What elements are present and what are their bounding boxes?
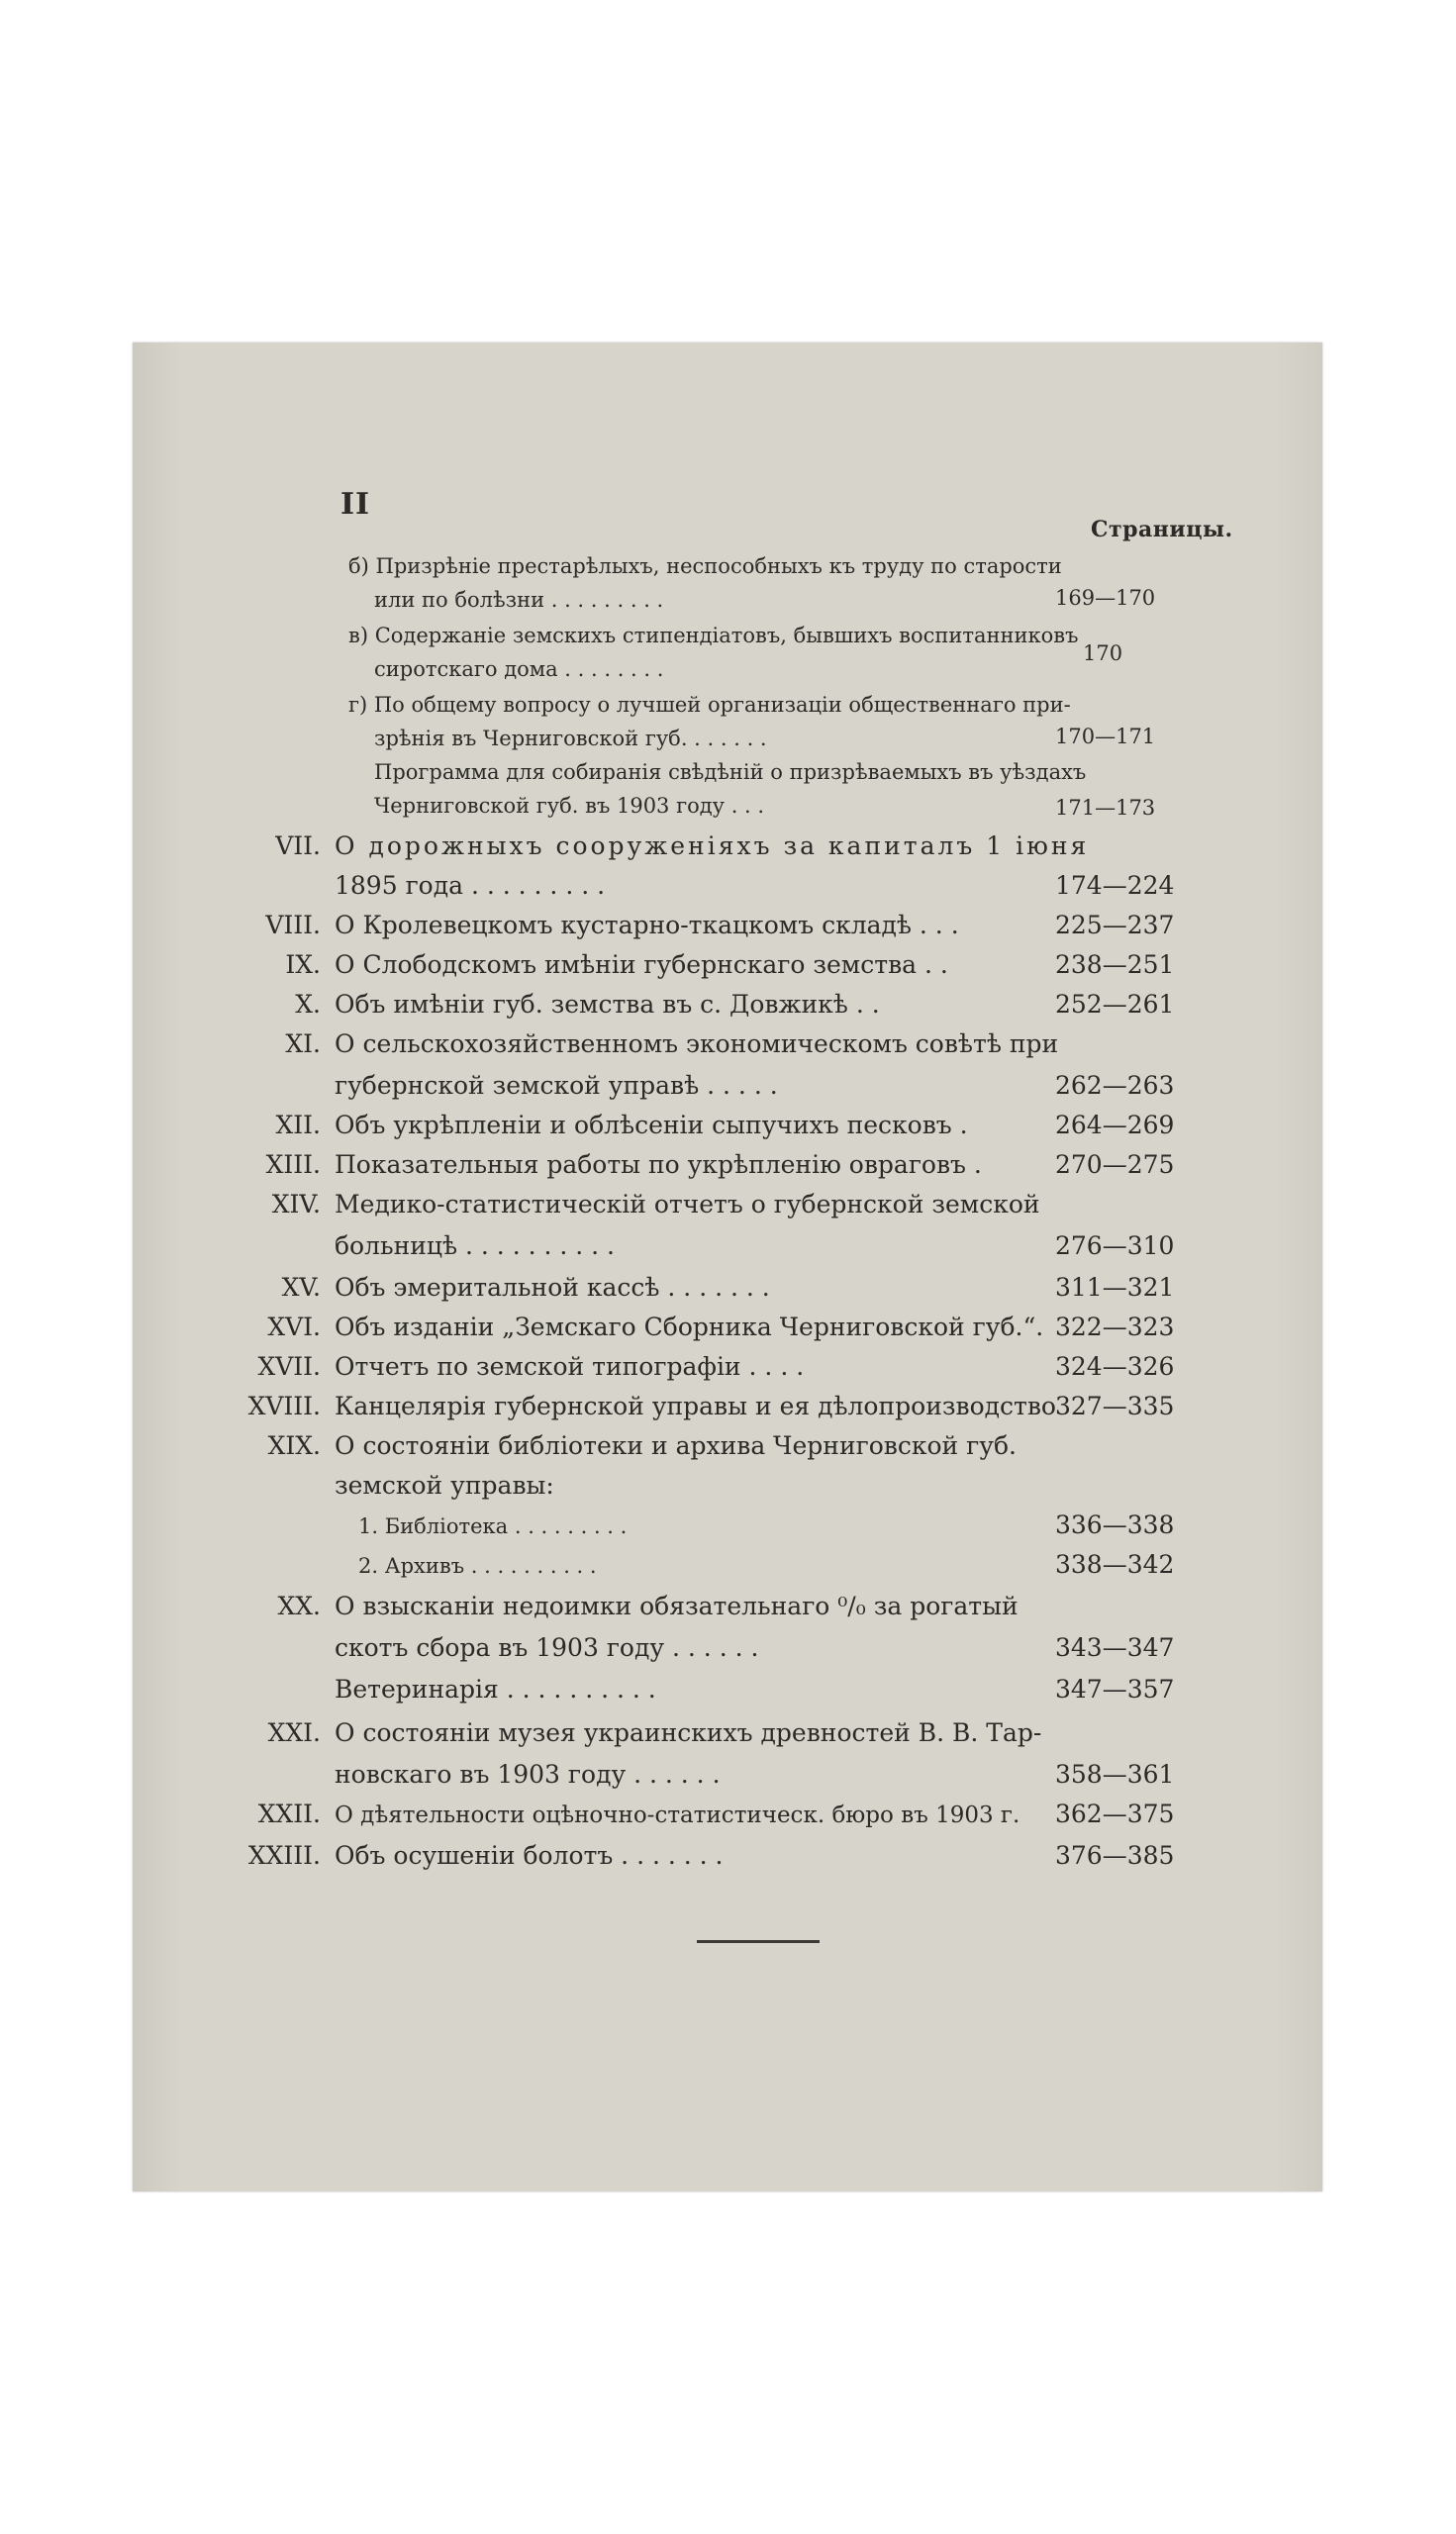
- toc-entry-vii-number: VII.: [275, 831, 321, 860]
- toc-entry-xix-line1: О состояніи библіотеки и архива Черниговской губ.: [335, 1431, 1017, 1460]
- toc-entry-program-pages: 171—173: [1055, 796, 1156, 820]
- toc-entry-xxi-line2: новскаго въ 1903 году . . . . . .: [335, 1760, 721, 1789]
- toc-entry-xiv-line1: Медико-статистическій отчетъ о губернской земской: [335, 1190, 1040, 1218]
- toc-entry-xviii-pages: 327—335: [1055, 1392, 1175, 1420]
- toc-entry-xiii-number: XIII.: [265, 1150, 321, 1179]
- toc-entry-xix-1-pages: 336—338: [1055, 1511, 1175, 1539]
- toc-entry-xi-number: XI.: [285, 1029, 321, 1058]
- toc-entry-x-text: Объ имѣніи губ. земства въ с. Довжикѣ . .: [335, 990, 880, 1019]
- toc-entry-vii-line2: 1895 года . . . . . . . . .: [335, 871, 606, 900]
- toc-entry-xxii-pages: 362—375: [1055, 1800, 1175, 1828]
- toc-entry-xii-number: XII.: [275, 1111, 321, 1139]
- toc-entry-xiv-line2: больницѣ . . . . . . . . . .: [335, 1231, 616, 1260]
- pages-column-header: Страницы.: [1091, 517, 1233, 542]
- toc-entry-xiii-text: Показательныя работы по укрѣпленію овраговъ .: [335, 1150, 982, 1179]
- toc-entry-xvi-number: XVI.: [267, 1313, 321, 1341]
- toc-entry-xxii-text: О дѣятельности оцѣночно-статистическ. бюро въ 1903 г.: [335, 1803, 1020, 1828]
- toc-entry-xxi: [222, 1718, 1041, 1747]
- end-rule: [697, 1940, 820, 1943]
- toc-entry-xv-text: Объ эмеритальной кассѣ . . . . . . .: [335, 1273, 770, 1302]
- toc-entry-b-line2: или по болѣзни . . . . . . . . .: [374, 588, 664, 612]
- toc-entry-xv: [222, 1273, 770, 1302]
- toc-entry-vet-pages: 347—357: [1055, 1675, 1175, 1704]
- toc-entry-g-pages: 170—171: [1055, 725, 1156, 748]
- toc-entry-v-line1: в) Содержаніе земскихъ стипендіатовъ, бывшихъ воспитанниковъ: [348, 624, 1079, 647]
- toc-entry-xxii-number: XXII.: [257, 1800, 321, 1828]
- toc-entry-xi-pages: 262—263: [1055, 1071, 1175, 1100]
- toc-entry-xv-number: XV.: [281, 1273, 321, 1302]
- toc-entry-xvi: [222, 1313, 1043, 1341]
- toc-entry-xviii-number: XVIII.: [247, 1392, 321, 1420]
- toc-entry-xxiii-text: Объ осушеніи болотъ . . . . . . .: [335, 1841, 724, 1870]
- toc-entry-xxii: [222, 1800, 1019, 1828]
- table-of-contents: [133, 342, 1322, 2192]
- toc-entry-xxi-pages: 358—361: [1055, 1760, 1175, 1789]
- toc-entry-xi-line1: О сельскохозяйственномъ экономическомъ совѣтѣ при: [335, 1029, 1059, 1058]
- toc-entry-xix: [222, 1431, 1017, 1460]
- page-sheet: [133, 342, 1322, 2192]
- toc-entry-b-pages: 169—170: [1055, 586, 1156, 610]
- toc-entry-xiii: [222, 1150, 982, 1179]
- toc-entry-xi: [222, 1029, 1058, 1058]
- toc-entry-viii-number: VIII.: [265, 911, 321, 939]
- toc-entry-xv-pages: 311—321: [1055, 1273, 1175, 1302]
- toc-entry-xvi-pages: 322—323: [1055, 1313, 1175, 1341]
- toc-entry-xvii-number: XVII.: [257, 1352, 321, 1381]
- toc-entry-xx-line2: скотъ сбора въ 1903 году . . . . . .: [335, 1633, 759, 1662]
- toc-entry-xiv-pages: 276—310: [1055, 1231, 1175, 1260]
- toc-entry-program-line2: Черниговской губ. въ 1903 году . . .: [374, 794, 765, 818]
- toc-entry-vet: Ветеринарія . . . . . . . . . .: [335, 1675, 656, 1704]
- toc-entry-g-line1: г) По общему вопросу о лучшей организаціи общественнаго при-: [348, 693, 1071, 717]
- toc-entry-xix-number: XIX.: [267, 1431, 321, 1460]
- toc-entry-program-line1: Программа для собиранія свѣдѣній о призрѣваемыхъ въ уѣздахъ: [374, 760, 1087, 784]
- toc-entry-xviii-text: Канцелярія губернской управы и ея дѣлопроизводство: [335, 1392, 1056, 1420]
- toc-entry-v-pages: 170: [1083, 641, 1123, 665]
- toc-entry-x-pages: 252—261: [1055, 990, 1175, 1019]
- toc-entry-xix-1: 1. Библіотека . . . . . . . . .: [358, 1514, 628, 1538]
- toc-entry-viii-pages: 225—237: [1055, 911, 1175, 939]
- toc-entry-viii: [222, 911, 959, 939]
- toc-entry-xvii-text: Отчетъ по земской типографіи . . . .: [335, 1352, 805, 1381]
- toc-entry-xx-number: XX.: [277, 1592, 321, 1620]
- toc-entry-vii: [222, 831, 1089, 860]
- toc-entry-xi-line2: губернской земской управѣ . . . . .: [335, 1071, 778, 1100]
- toc-entry-xxiii-number: XXIII.: [247, 1841, 321, 1870]
- toc-entry-xiv: [222, 1190, 1040, 1218]
- toc-entry-viii-text: О Кролевецкомъ кустарно-ткацкомъ складѣ . . .: [335, 911, 959, 939]
- toc-entry-xxiii-pages: 376—385: [1055, 1841, 1175, 1870]
- page-number: II: [340, 487, 371, 522]
- toc-entry-xxi-number: XXI.: [267, 1718, 321, 1747]
- toc-entry-xx-pages: 343—347: [1055, 1633, 1175, 1662]
- toc-entry-xix-line2: земской управы:: [335, 1471, 554, 1500]
- toc-entry-ix-number: IX.: [285, 950, 321, 979]
- toc-entry-xii-pages: 264—269: [1055, 1111, 1175, 1139]
- toc-entry-xx: [222, 1592, 1019, 1620]
- toc-entry-xvii-pages: 324—326: [1055, 1352, 1175, 1381]
- toc-entry-xxiii: [222, 1841, 724, 1870]
- toc-entry-x: [222, 990, 880, 1019]
- toc-entry-b-line1: б) Призрѣніе престарѣлыхъ, неспособныхъ къ труду по старости: [348, 554, 1062, 578]
- toc-entry-vii-line1: О дорожныхъ сооруженіяхъ за капиталъ 1 іюня: [335, 831, 1090, 860]
- toc-entry-xxi-line1: О состояніи музея украинскихъ древностей В. В. Тар-: [335, 1718, 1042, 1747]
- toc-entry-ix-pages: 238—251: [1055, 950, 1175, 979]
- toc-entry-xiv-number: XIV.: [271, 1190, 321, 1218]
- toc-entry-ix-text: О Слободскомъ имѣніи губернскаго земства . .: [335, 950, 948, 979]
- toc-entry-g-line2: зрѣнія въ Черниговской губ. . . . . . .: [374, 727, 767, 750]
- toc-entry-xii-text: Объ укрѣпленіи и облѣсеніи сыпучихъ песковъ .: [335, 1111, 968, 1139]
- toc-entry-v-line2: сиротскаго дома . . . . . . . .: [374, 657, 664, 681]
- toc-entry-xx-line1: О взысканіи недоимки обязательнаго ⁰/₀ за рогатый: [335, 1592, 1019, 1620]
- toc-entry-xvii: [222, 1352, 804, 1381]
- toc-entry-xix-2-pages: 338—342: [1055, 1550, 1175, 1579]
- toc-entry-xii: [222, 1111, 968, 1139]
- toc-entry-xiii-pages: 270—275: [1055, 1150, 1175, 1179]
- toc-entry-ix: [222, 950, 948, 979]
- toc-entry-vii-pages: 174—224: [1055, 871, 1175, 900]
- toc-entry-xviii: [222, 1392, 1056, 1420]
- toc-entry-xvi-text: Объ изданіи „Земскаго Сборника Черниговской губ.“.: [335, 1313, 1044, 1341]
- toc-entry-x-number: X.: [295, 990, 321, 1019]
- toc-entry-xix-2: 2. Архивъ . . . . . . . . . .: [358, 1554, 597, 1578]
